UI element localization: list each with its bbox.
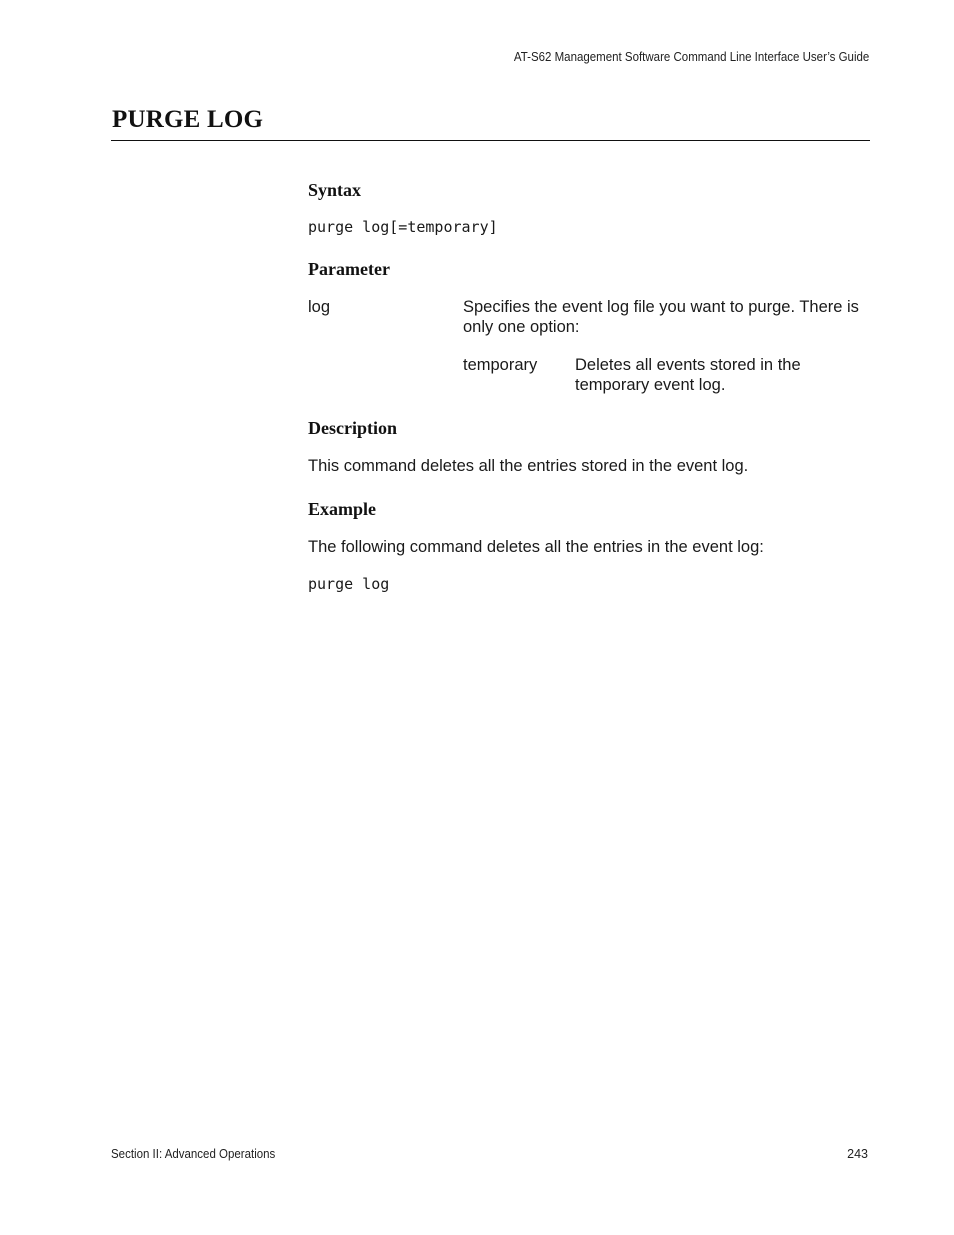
- parameter-name: log: [308, 298, 331, 316]
- syntax-code: purge log[=temporary]: [308, 218, 498, 236]
- page-number: 243: [847, 1147, 868, 1161]
- title-rule: [111, 140, 870, 141]
- option-name: temporary: [463, 356, 538, 374]
- page-title: PURGE LOG: [112, 106, 264, 133]
- parameter-heading: Parameter: [308, 259, 390, 279]
- description-text: This command deletes all the entries stored in the event log.: [308, 457, 749, 475]
- running-header: AT-S62 Management Software Command Line Interface User’s Guide: [513, 50, 869, 64]
- example-code: purge log: [308, 575, 390, 593]
- footer-section: Section II: Advanced Operations: [111, 1147, 276, 1161]
- example-heading: Example: [308, 499, 377, 519]
- example-text: The following command deletes all the entries in the event log:: [308, 538, 764, 556]
- parameter-description: Specifies the event log file you want to purge. There is only one option:: [463, 298, 859, 336]
- description-heading: Description: [308, 418, 397, 438]
- option-description: Deletes all events stored in the temporary event log.: [575, 356, 801, 394]
- syntax-heading: Syntax: [308, 180, 362, 200]
